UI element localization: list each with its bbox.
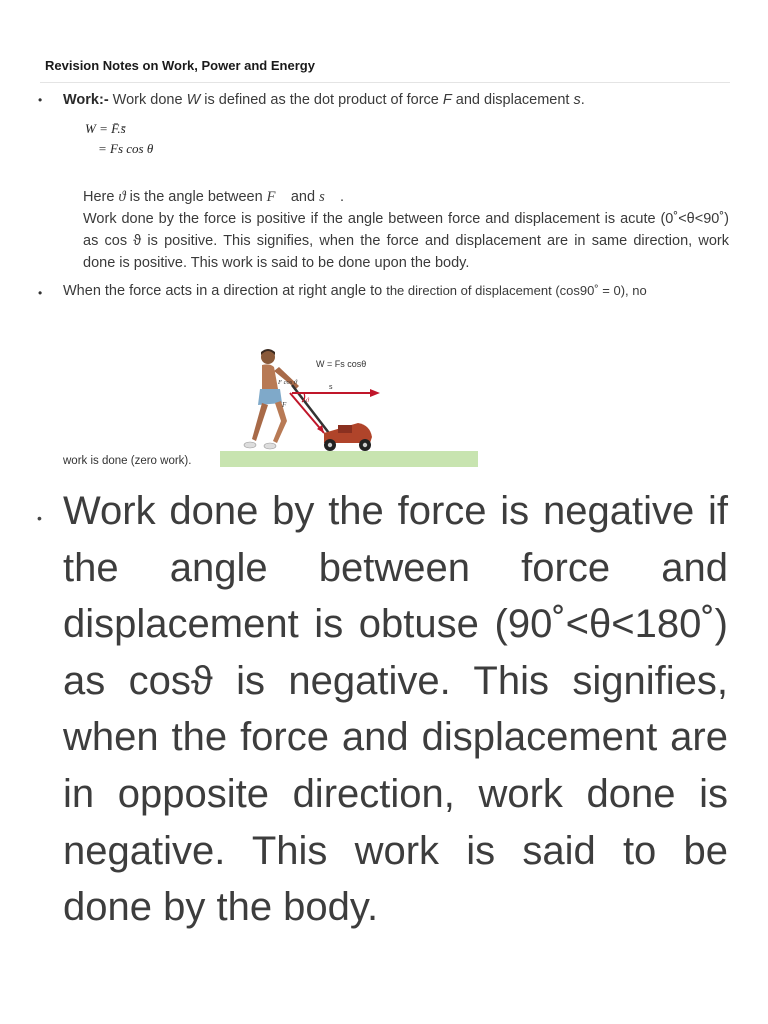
bullet-negative: •	[37, 510, 42, 526]
work-label: Work:-	[63, 92, 109, 108]
angle-text-4: .	[335, 189, 345, 205]
lawnmower-illustration	[220, 345, 478, 467]
work-def-text-2: is defined as the dot product of force	[200, 92, 443, 108]
angle-text-2: is the angle between	[125, 189, 267, 205]
fcos-label: F cos ϑ	[278, 379, 298, 386]
work-def-text-1: Work done	[108, 92, 187, 108]
figure-caption: work is done (zero work).	[63, 455, 192, 467]
formula-line-1: W = F̄.s̄	[85, 121, 126, 136]
var-f: F	[442, 92, 452, 108]
angle-text-3: and	[286, 189, 320, 205]
man-leg-back	[252, 403, 268, 441]
work-def-text-3: and displacement	[451, 92, 574, 108]
formula-line-2: = Fs cos θ	[98, 141, 154, 156]
angle-text-1: Here	[83, 189, 119, 205]
page-title: Revision Notes on Work, Power and Energy	[45, 58, 315, 73]
angle-line	[83, 186, 731, 208]
vector-s: s⃗	[319, 189, 336, 205]
negative-work-paragraph: Work done by the force is negative if the angle between force and displacement is obtuse (90˚<θ<180˚) as cosϑ is negative. This signifies, when the force and displacement are in opposite direction, work done is negative. This work is said to be done by the body.	[63, 489, 728, 930]
work-definition	[63, 89, 728, 111]
positive-work-paragraph: Work done by the force is positive if the angle between force and displacement is acute (0˚<θ<90˚) as cos ϑ is positive. This signifies, when the force and displacement are in same direction, work done is positive. This work is said to be done upon the body.	[83, 211, 729, 271]
work-def-text-4: .	[580, 92, 585, 108]
vector-f: F⃗	[266, 189, 287, 205]
zero-text-b: the direction of displacement (cos90˚ = 0), no	[386, 283, 647, 298]
figure-formula-label: W = Fs cosθ	[316, 359, 367, 369]
s-label: s	[329, 384, 333, 391]
var-w: W	[186, 92, 201, 108]
zero-text-a: When the force acts in a direction at right angle to	[63, 283, 387, 299]
bullet-work: •	[38, 93, 43, 107]
man-torso	[262, 364, 278, 391]
theta-label: ϑ	[306, 398, 309, 404]
var-s: s	[573, 92, 581, 108]
zero-work-line	[63, 280, 729, 302]
f-label: F	[282, 401, 287, 409]
grass	[220, 451, 478, 467]
title-divider	[40, 82, 730, 83]
bullet-zero: •	[38, 286, 43, 300]
angle-symbol: ϑ	[118, 189, 126, 205]
lawnmower-figure	[220, 345, 478, 467]
